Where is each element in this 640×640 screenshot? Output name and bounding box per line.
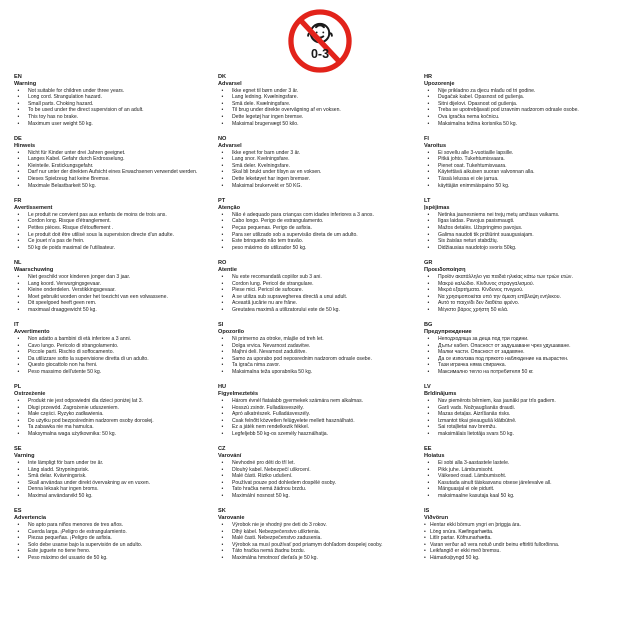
warning-list (14, 522, 210, 561)
warning-item: • Dolga vrvica. Nevarnost zadavitve. (218, 343, 414, 350)
warning-item: • Cabo longo. Perigo de estrangulamento. (218, 218, 414, 225)
warning-list (424, 398, 620, 437)
warning-title: Upozorenje (424, 80, 455, 87)
warning-item: • Malé části. Riziko udušení. (218, 473, 414, 480)
warning-item: • Małe części. Ryzyko zadławienia. (14, 411, 210, 418)
warning-section-pl (14, 384, 210, 437)
warning-title: Figyelmeztetés (218, 390, 259, 397)
warning-item: • Pikk juhe. Lämbumisoht. (424, 467, 620, 474)
warning-list (218, 274, 414, 313)
warning-item: • Cordon long. Risque d'étranglement. (14, 218, 210, 225)
column-right (424, 74, 620, 571)
language-code: SI (218, 322, 224, 329)
warning-item: • Výrobok sa musí používať pod priamym dohľadom dospelej osoby. (218, 542, 414, 549)
warning-item: • Denna leksak har ingen broms. (14, 486, 210, 493)
warning-item: • Да се използва под прякото наблюдение на възрастен. (424, 356, 620, 363)
warning-item: • Cavo lungo. Pericolo di strangolamento. (14, 343, 210, 350)
language-code: EE (424, 446, 432, 453)
warning-item: • peso máximo do utilizador 50 kg. (218, 245, 414, 252)
warning-item: • Tässä lelussa ei ole jarrua. (424, 176, 620, 183)
warning-section-de (14, 136, 210, 189)
warning-title: Advertencia (14, 515, 47, 522)
warning-item: • Lang ledning. Kvælningsfare. (218, 94, 414, 101)
language-code: ES (14, 508, 22, 515)
warning-item: • Apró alkatrészek. Fulladásveszély. (218, 411, 414, 418)
warning-item: • Piezas pequeñas. ¡Peligro de asfixia. (14, 535, 210, 542)
warning-item: • Μέγιστο βάρος χρήστη 50 κιλά. (424, 307, 620, 314)
warning-item: • Galima naudoti tik prižiūrint suaugusiajam. (424, 232, 620, 239)
warning-item: • Darf nur unter der direkten Aufsicht eines Erwachsenen verwendet werden. (14, 169, 210, 176)
warning-section-fi (424, 136, 620, 189)
warning-item: • No apto para niños menores de tres años. (14, 522, 210, 529)
warning-item: • Προϊόν ακατάλληλο για παιδιά ηλικίας κάτω των τριών ετών. (424, 274, 620, 281)
warning-list (218, 88, 414, 127)
warning-item: • Pienet osat. Tukehtumisvaara. (424, 163, 620, 170)
warning-item: • This toy has no brake. (14, 114, 210, 121)
language-code: LV (424, 384, 431, 391)
warning-section-fr (14, 198, 210, 251)
warning-title: Предупреждение (424, 328, 472, 335)
language-code: HU (218, 384, 227, 391)
warning-item: • Dette legetøj har ingen bremse. (218, 114, 414, 121)
language-code: SK (218, 508, 226, 515)
warning-list (218, 522, 414, 561)
warning-item: • Petites pièces. Risque d'étouffement . (14, 225, 210, 232)
warning-section-gr (424, 260, 620, 313)
warning-list (14, 150, 210, 189)
warning-item: • Kleinteile. Erstickungsgefahr. (14, 163, 210, 170)
warning-item: • Μακρύ καλώδιο. Κίνδυνος στραγγαλισμού. (424, 281, 620, 288)
warning-title: Hoiatus (424, 452, 445, 459)
warning-item: • Skal bli brukt under tilsyn av en voksen. (218, 169, 414, 176)
warning-item: • Maksimal brukervekt er 50 KG. (218, 183, 414, 190)
warning-item: • Legfeljebb 50 kg-os személy használhatja. (218, 431, 414, 438)
language-code: SE (14, 446, 22, 453)
warning-item: • Peças pequenas. Perigo de asfixia. (218, 225, 414, 232)
warning-item: • Να χρησιμοποιείται υπό την άμεση επίβλεψη ενήλικου. (424, 294, 620, 301)
warning-list (218, 150, 414, 189)
warning-section-no (218, 136, 414, 189)
warning-section-lv (424, 384, 620, 437)
warning-item: • Inte lämpligt för barn under tre år. (14, 460, 210, 467)
warning-list (218, 336, 414, 375)
language-code: DE (14, 136, 22, 143)
warning-item: • Samo za uporabo pod neposrednim nadzorom odrasle osebe. (218, 356, 414, 363)
language-code: CZ (218, 446, 226, 453)
warning-item: • Nicht für Kinder unter drei Jahren geeignet. (14, 150, 210, 157)
language-code: IS (424, 508, 430, 515)
warning-title: Brīdinājums (424, 390, 457, 397)
language-code: FI (424, 136, 429, 143)
warning-list (14, 336, 210, 375)
warning-item: • Lang koord. Verwurgingsgevaar. (14, 281, 210, 288)
warning-section-en (14, 74, 210, 127)
warning-item: • Długi przewód. Zagrożenie uduszeniem. (14, 405, 210, 412)
warning-item: • Små delar. Kvävningsrisk. (14, 473, 210, 480)
warning-item: • Maksimalna težina korisnika 50 kg. (424, 121, 620, 128)
warning-item: • Ilgas laidas. Pavojus pasismaugti. (424, 218, 620, 225)
warning-item: • Moet gebruikt worden onder het toezicht van een volwassene. (14, 294, 210, 301)
warning-item: • Ikke egnet til børn under 3 år. (218, 88, 414, 95)
warning-item: • Da utilizzare sotto la supervisione diretta di un adulto. (14, 356, 210, 363)
warning-item: • Solo debe usarse bajo la supervisión de un adulto. (14, 542, 210, 549)
warning-item: • Majhni deli. Nevarnost zadušitve. (218, 349, 414, 356)
language-code: EN (14, 74, 22, 80)
warning-item: • Greutatea maximă a utilizatorului este de 50 kg. (218, 307, 414, 314)
language-code: PT (218, 198, 226, 205)
language-code: FR (14, 198, 22, 205)
warning-item: • Niet geschikt voor kinderen jonger dan 3 jaar. (14, 274, 210, 281)
no-children-under-3-icon (291, 12, 349, 70)
warning-section-se (14, 446, 210, 499)
warning-section-lt (424, 198, 620, 251)
warning-title: Προειδοποίηση (424, 266, 466, 273)
warning-item: • maksimaalne kasutaja kaal 50 kg. (424, 493, 620, 500)
warning-section-bg (424, 322, 620, 375)
warning-title: Varoitus (424, 142, 447, 149)
warning-item: • Små dele. Kvælningsfare. (218, 101, 414, 108)
warning-title: Viðvörun (424, 515, 449, 522)
warning-section-hr (424, 74, 620, 127)
warning-item: • Hosszú zsinór. Fulladásveszély. (218, 405, 414, 412)
warning-item: • Sitni dijelovi. Opasnost od gušenja. (424, 101, 620, 108)
warning-item: • 50 kg de poids maximal de l'utilisateur. (14, 245, 210, 252)
warning-item: • A se utiliza sub supravegherea directă a unui adult. (218, 294, 414, 301)
warning-title: Varning (14, 452, 35, 459)
warning-item: • Tato hračka nemá žádnou brzdu. (218, 486, 414, 493)
warning-list (424, 274, 620, 313)
warning-item: • Long cord. Strangulation hazard. (14, 94, 210, 101)
warning-list (218, 398, 414, 437)
warning-section-hu (218, 384, 414, 437)
warning-item: • Maximum user weight 50 kg. (14, 121, 210, 128)
warning-item: • Käytettävä aikuisen suoran valvonnan alla. (424, 169, 620, 176)
warning-item: • Dlhý kábel. Nebezpečenstvo uškrtenia. (218, 529, 414, 536)
warning-item: • Dit speelgoed heeft geen rem. (14, 300, 210, 307)
warning-list (14, 398, 210, 437)
warning-item: • Cordon lung. Pericol de strangulare. (218, 281, 414, 288)
warning-list (424, 522, 620, 561)
age-label: 0-3 (310, 47, 330, 62)
warning-title: Varování (218, 452, 242, 459)
warning-item: • Leikfangið er ekki með bremsu. (424, 548, 620, 555)
warning-title: Atentie (218, 266, 237, 273)
warning-item: • Maximale Belastbarkeit 50 kg. (14, 183, 210, 190)
warning-title: Atenção (218, 204, 241, 211)
warning-title: Warning (14, 80, 37, 87)
warning-list (14, 88, 210, 127)
warning-section-pt (218, 198, 414, 251)
warning-section-es (14, 508, 210, 561)
warning-item: • Para ser utilizado sob a supervisão direta de um adulto. (218, 232, 414, 239)
warning-item: • Kasutada ainult täiskasvanu otsese järelevalve all. (424, 480, 620, 487)
warning-item: • Questo giocattolo non ha freni. (14, 362, 210, 369)
warning-item: • Cuerda larga. ¡Peligro de estrangulamiento. (14, 529, 210, 536)
warning-item: • Langes Kabel. Gefahr durch Erdrosselung. (14, 156, 210, 163)
warning-item: • Maximální nosnost 50 kg. (218, 493, 414, 500)
warning-item: • Maksimal brugervægt 50 kilo. (218, 121, 414, 128)
warning-item: • Mažos detalės. Užspringimo pavojus. (424, 225, 620, 232)
language-code: LT (424, 198, 431, 205)
warning-section-ro (218, 260, 414, 313)
warning-list (424, 212, 620, 251)
warning-item: • Produkt nie jest odpowiedni dla dzieci poniżej lat 3. (14, 398, 210, 405)
warning-item: • Dette leketøyet har ingen bremser. (218, 176, 414, 183)
warning-item: • Le produit doit être utilisé sous la supervision directe d'un adulte. (14, 232, 210, 239)
warning-item: • Peso massimo dell'utente 50 kg. (14, 369, 210, 376)
warning-item: • Három évnél fiatalabb gyermekek számára nem alkalmas. (218, 398, 414, 405)
warning-item: • Hentar ekki börnum yngri en þriggja ára. (424, 522, 620, 529)
warning-item: • Löng snúra. Kæfingarhætta. (424, 529, 620, 536)
warning-item: • Skall användas under direkt övervakning av en vuxen. (14, 480, 210, 487)
warning-item: • Lång sladd. Strypningsrisk. (14, 467, 210, 474)
warning-item: • Ikke egnet for barn under 3 år. (218, 150, 414, 157)
warning-section-is (424, 508, 620, 561)
warning-section-nl (14, 260, 210, 313)
warning-item: • Nevhodné pro děti do tří let. (218, 460, 414, 467)
warning-item: • Piccole parti. Rischio di soffocamento. (14, 349, 210, 356)
language-code: PL (14, 384, 22, 391)
warning-section-cz (218, 446, 414, 499)
warning-list (424, 336, 620, 375)
warning-item: • Små deler. Kvelningsfare. (218, 163, 414, 170)
warning-section-sk (218, 508, 414, 561)
warning-item: • Peso máximo del usuario de 50 kg. (14, 555, 210, 562)
warning-item: • Această jucărie nu are frâne. (218, 300, 414, 307)
language-code: IT (14, 322, 19, 329)
warning-item: • Pitkä johto. Tukehtumisvaara. (424, 156, 620, 163)
warning-item: • Not suitable for children under three years. (14, 88, 210, 95)
warning-item: • Malé časti. Nebezpečenstvo zadusenia. (218, 535, 414, 542)
warning-item: • Μικρά εξαρτήματα. Κίνδυνος πνιγμού. (424, 287, 620, 294)
warning-title: Ostrzeżenie (14, 390, 46, 397)
warning-item: • Používat pouze pod dohledem dospělé osoby. (218, 480, 414, 487)
warning-item: • Didžiausias naudotojo svoris 50kg. (424, 245, 620, 252)
warning-title: Waarschuwing (14, 266, 54, 273)
warning-item: • Csak felnőtt közvetlen felügyelete mellett használható. (218, 418, 414, 425)
language-code: BG (424, 322, 433, 329)
warning-item: • Ta zabawka nie ma hamulca. (14, 424, 210, 431)
warning-list (14, 274, 210, 313)
warning-item: • Ni primerno za otroke, mlajše od treh let. (218, 336, 414, 343)
language-code: NO (218, 136, 227, 143)
warning-item: • Šis žaislas neturi stabdžių. (424, 238, 620, 245)
language-code: HR (424, 74, 433, 80)
warning-title: Opozorilo (218, 328, 245, 335)
warning-item: • Šai rotaļlietai nav bremžu. (424, 424, 620, 431)
warning-section-si (218, 322, 414, 375)
warning-item: • Výrobok nie je vhodný pre deti do 3 rokov. (218, 522, 414, 529)
warning-item: • Não é adequado para crianças com idades inferiores a 3 anos. (218, 212, 414, 219)
warning-item: • Максимално тегло на потребителя 50 кг. (424, 369, 620, 376)
warning-item: • Táto hračka nemá žiadnu brzdu. (218, 548, 414, 555)
warning-item: • Väikesed osad. Lämbumisoht. (424, 473, 620, 480)
warning-title: Advarsel (218, 142, 242, 149)
warning-item: • Nav piemērots bērniem, kas jaunāki par trīs gadiem. (424, 398, 620, 405)
warning-item: • Mänguasjal ei ole pidurit. (424, 486, 620, 493)
warning-list (218, 460, 414, 499)
warning-item: • To be used under the direct supervision of an adult. (14, 107, 210, 114)
warning-item: • Дълъг кабел. Опасност от задушаване чрез удушаване. (424, 343, 620, 350)
warning-item: • maksimālais lietotāja svars 50 kg. (424, 431, 620, 438)
warning-item: • Ce jouet n'a pas de frein. (14, 238, 210, 245)
warning-list (14, 460, 210, 499)
warning-title: Avvertimento (14, 328, 50, 335)
warning-list (424, 150, 620, 189)
warning-item: • Mazas detaļas. Aizrīšanās risks. (424, 411, 620, 418)
warning-section-ee (424, 446, 620, 499)
column-middle (218, 74, 414, 571)
warning-section-it (14, 322, 210, 375)
warning-item: • Неподходяща за деца под три години. (424, 336, 620, 343)
warning-list (14, 212, 210, 251)
warning-item: • Nu este recomandată copiilor sub 3 ani. (218, 274, 414, 281)
warning-item: • Ei sovellu alle 3-vuotiaille lapsille. (424, 150, 620, 157)
warning-item: • Тази играчка няма спирачка. (424, 362, 620, 369)
warning-item: • Netinka jaunesniems nei trejų metų amžiaus vaikams. (424, 212, 620, 219)
warning-item: • Dlouhý kabel. Nebezpečí uškrcení. (218, 467, 414, 474)
warning-item: • Small parts. Choking hazard. (14, 101, 210, 108)
warning-item: • Kleine onderdelen. Verstikkingsgevaar. (14, 287, 210, 294)
warning-item: • Dugačak kabel. Opasnost od gušenja. (424, 94, 620, 101)
warning-item: • Garš vads. Nožņaugšanās draudi. (424, 405, 620, 412)
warning-item: • Do użytku pod bezpośrednim nadzorem osoby dorosłej. (14, 418, 210, 425)
warning-item: • Ova igračka nema kočnicu. (424, 114, 620, 121)
warning-item: • Ei sobi alla 3-aastastele lastele. (424, 460, 620, 467)
warning-item: • Ta igrača nima zavor. (218, 362, 414, 369)
language-code: DK (218, 74, 227, 80)
warning-title: Avertissement (14, 204, 53, 211)
warning-item: • Este brinquedo não tem travão. (218, 238, 414, 245)
warning-item: • Til brug under direkte overvågning af en voksen. (218, 107, 414, 114)
warning-item: • Ez a játék nem rendelkezik fékkel. (218, 424, 414, 431)
warning-item: • Este juguete no tiene freno. (14, 548, 210, 555)
warning-item: • Maximal användarvikt 50 kg. (14, 493, 210, 500)
warning-item: • Maximálna hmotnosť dieťaťa je 50 kg. (218, 555, 414, 562)
warning-item: • Hámarksþyngd 50 kg. (424, 555, 620, 562)
age-warning-logo (287, 8, 353, 74)
warning-item: • Izmantot tikai pieaugušā klātbūtnē. (424, 418, 620, 425)
warning-item: • Non adatto a bambini di età inferiore a 3 anni. (14, 336, 210, 343)
warning-item: • maximaal draaggewicht 50 kg. (14, 307, 210, 314)
warning-list (424, 88, 620, 127)
language-code: RO (218, 260, 227, 267)
warning-item: • Le produit ne convient pas aux enfants de moins de trois ans. (14, 212, 210, 219)
warning-item: • käyttäjän enimmäispaino 50 kg. (424, 183, 620, 190)
warning-item: • Varan verður að vera notuð undir beinu eftirliti fullorðinna. (424, 542, 620, 549)
warning-list (218, 212, 414, 251)
language-code: GR (424, 260, 433, 267)
warning-item: • Maksimalna teža uporabnika 50 kg. (218, 369, 414, 376)
column-left (14, 74, 210, 571)
warning-item: • Малки части. Опасност от задавяне. (424, 349, 620, 356)
warning-title: Įspėjimas (424, 204, 450, 211)
language-code: NL (14, 260, 22, 267)
warning-title: Advarsel (218, 80, 242, 87)
warning-item: • Lang snor. Kvelningsfare. (218, 156, 414, 163)
warning-section-dk (218, 74, 414, 127)
warning-item: • Litlir partar. Köfnunarhætta. (424, 535, 620, 542)
warning-item: • Nije prikladno za djecu mlađu od tri godine. (424, 88, 620, 95)
warning-list (424, 460, 620, 499)
warning-title: Varovanie (218, 515, 245, 522)
warning-item: • Piese mici. Pericol de sufocare. (218, 287, 414, 294)
warning-item: • Αυτό το παιχνίδι δεν διαθέτει φρένο. (424, 300, 620, 307)
warning-title: Hinweis (14, 142, 36, 149)
warning-item: • Treba se upotrebljavati pod izravnim nadzorom odrasle osobe. (424, 107, 620, 114)
warning-item: • Maksymalna waga użytkownika: 50 kg. (14, 431, 210, 438)
warning-item: • Dieses Spielzeug hat keine Bremse. (14, 176, 210, 183)
